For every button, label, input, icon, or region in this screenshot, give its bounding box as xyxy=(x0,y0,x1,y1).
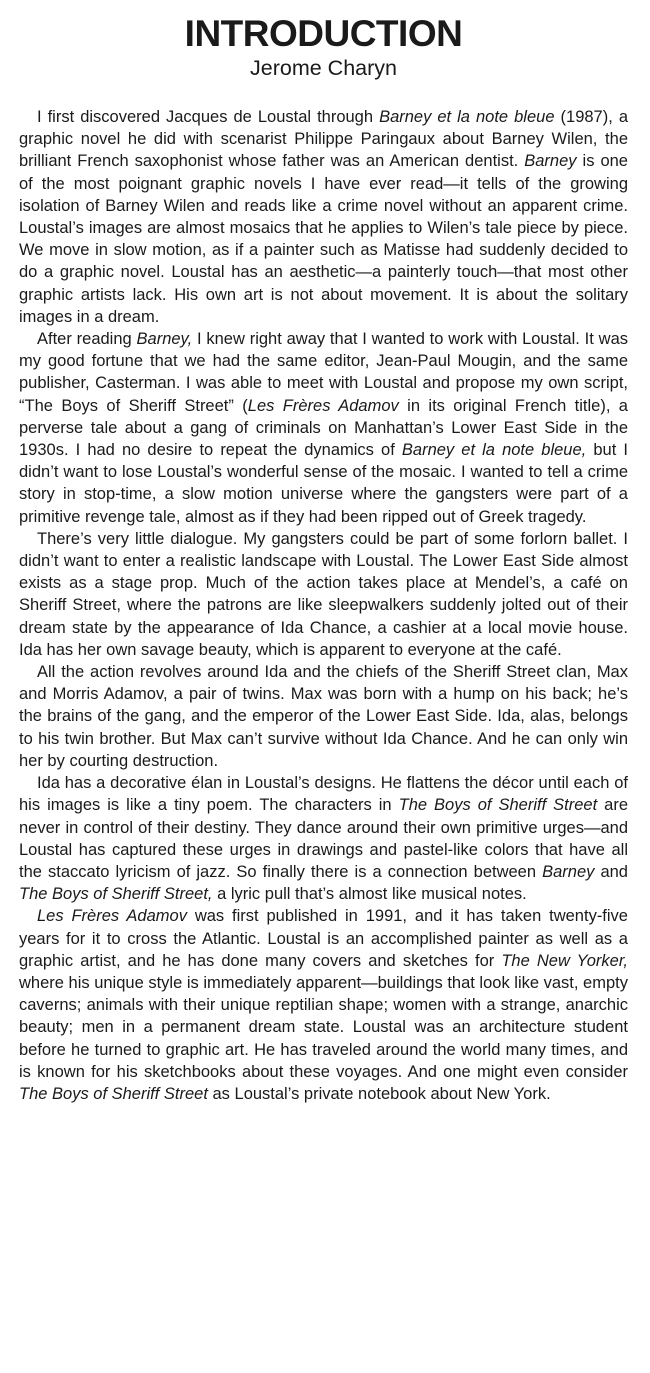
paragraph-text: in its original French title), a perverse tale about a gang of criminals on Manhattan’s Lower East Side in the 1930s. I had no desire to repeat the dynamics of xyxy=(19,396,628,460)
paragraph-text: Ida has a decorative élan in Loustal’s designs. He flattens the décor until each of his images is like a tiny poem. The characters in xyxy=(19,774,628,815)
italic-title-text: Les Frères Adamov xyxy=(247,396,399,415)
paragraph-text: a lyric pull that’s almost like musical notes. xyxy=(212,885,527,904)
italic-title-text: Barney et la note bleue xyxy=(379,108,555,126)
paragraph-text: There’s very little dialogue. My gangsters could be part of some forlorn ballet. I didn’t want to enter a realistic landscape with Loustal. The Lower East Side almost exists as a stage prop. Much of the action takes place at Mendel’s, a café on Sheriff Street, where the patrons are like sleepwalkers suddenly jolted out of their dream state by the appearance of Ida Chance, a cashier at a local movie house. Ida has her own savage beauty, which is apparent to everyone at the café. xyxy=(19,529,628,659)
body-paragraph xyxy=(19,328,628,528)
paragraph-text: was first published in 1991, and it has taken twenty-five years for it to cross the Atlantic. Loustal is an accomplished painter as well as a graphic artist, and he has done many covers and sketches for xyxy=(19,907,628,970)
paragraph-text: are never in control of their destiny. They dance around their own primitive urges—and Loustal has captured these urges in drawings and pastel-like colors that have all the staccato lyricism of jazz. So finally there is a connection between xyxy=(19,796,629,881)
page-title: INTRODUCTION xyxy=(184,13,463,54)
italic-title-text: The Boys of Sheriff Street, xyxy=(19,885,213,904)
body-paragraph xyxy=(19,772,628,905)
paragraph-text: After reading xyxy=(37,330,137,349)
paragraph-text: I first discovered Jacques de Loustal through xyxy=(37,108,380,126)
paragraph-text: where his unique style is immediately apparent—buildings that look like vast, empty caverns; animals with their unique reptilian shape; women with a strange, anarchic beauty; men in a permanent dream state. Loustal was an architecture student before he turned to graphic art. He has traveled around the world many times, and is known for his sketchbooks about these voyages. And one might even consider xyxy=(19,973,628,1081)
paragraph-text: but I didn’t want to lose Loustal’s wonderful sense of the mosaic. I wanted to tell a crime story in stop-time, a slow motion universe where the gangsters were part of a primitive revenge tale, almost as if they had been ripped out of Greek tragedy. xyxy=(19,441,628,526)
italic-title-text: Barney, xyxy=(136,330,193,349)
paragraph-text: is one of the most poignant graphic novels I have ever read—it tells of the growing isolation of Barney Wilen and reads like a crime novel without an apparent crime. Loustal’s images are almost mosaics that he applies to Wilen’s tale piece by piece. We move in slow motion, as if a painter such as Matisse had suddenly decided to do a graphic novel. Loustal has an aesthetic—a painterly touch—that most other graphic artists lack. His own art is not about movement. It is about the solitary images in a dream. xyxy=(19,152,628,326)
body-paragraph xyxy=(19,106,628,328)
body-paragraph xyxy=(19,905,628,1105)
italic-title-text: Barney xyxy=(542,862,595,881)
italic-title-text: Barney et la note bleue, xyxy=(401,441,587,460)
paragraph-text: and xyxy=(594,862,628,881)
body-paragraph xyxy=(19,661,628,772)
body-text xyxy=(19,106,628,1105)
italic-title-text: Barney xyxy=(524,152,577,171)
italic-title-text: The Boys of Sheriff Street xyxy=(398,796,598,815)
paragraph-text: All the action revolves around Ida and the chiefs of the Sheriff Street clan, Max and Morris Adamov, a pair of twins. Max was born with a hump on his back; he’s the brains of the gang, and the emperor of the Lower East Side. Ida, alas, belongs to his twin brother. But Max can’t survive without Ida Chance. And he can only win her by courting destruction. xyxy=(19,663,628,770)
paragraph-text: I knew right away that I wanted to work with Loustal. It was my good fortune that we had the same editor, Jean-Paul Mougin, and the same publisher, Casterman. I was able to meet with Loustal and propose my own script, “The Boys of Sheriff Street” ( xyxy=(19,330,628,415)
paragraph-text: as Loustal’s private notebook about New York. xyxy=(207,1084,551,1103)
paragraph-text: (1987), a graphic novel he did with scenarist Philippe Paringaux about Barney Wilen, the brilliant French saxophonist whose father was an American dentist. xyxy=(19,108,628,171)
italic-title-text: The New Yorker, xyxy=(501,951,629,970)
italic-title-text: Les Frères Adamov xyxy=(37,907,187,926)
body-paragraph xyxy=(19,528,628,661)
author-name: Jerome Charyn xyxy=(250,56,397,80)
italic-title-text: The Boys of Sheriff Street xyxy=(19,1084,208,1103)
